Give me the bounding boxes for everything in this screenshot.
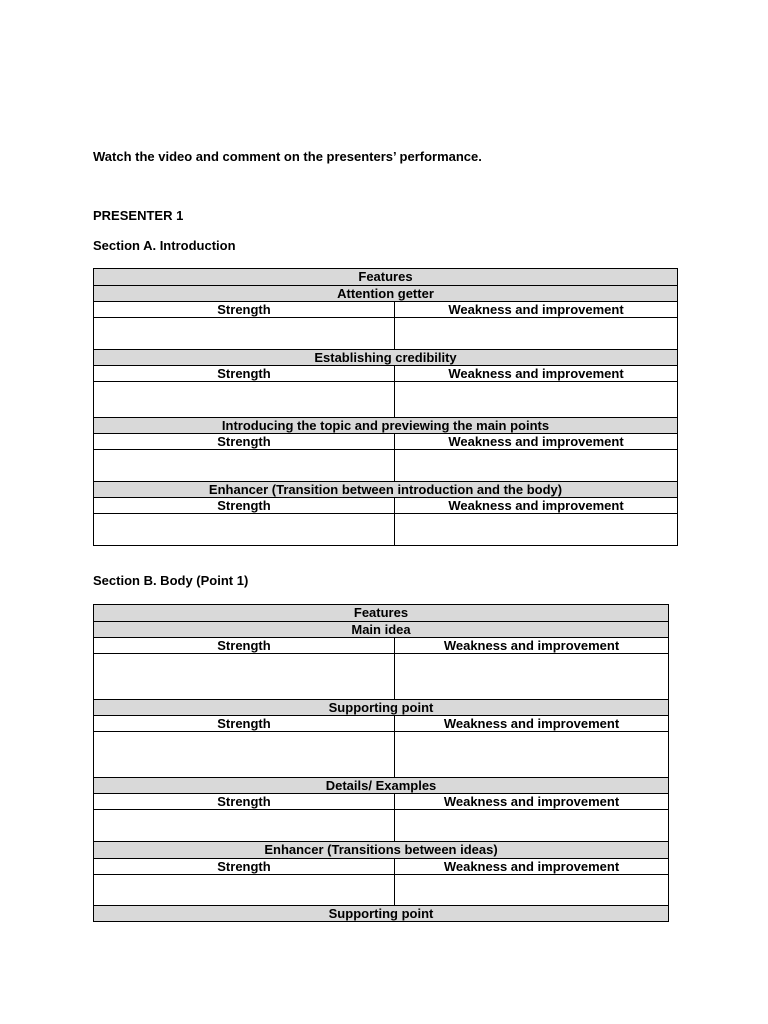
feature-label-supporting-point-2: Supporting point <box>94 906 669 922</box>
strength-header: Strength <box>94 716 395 732</box>
strength-comment-cell[interactable] <box>94 875 395 906</box>
weakness-header: Weakness and improvement <box>395 716 669 732</box>
strength-header: Strength <box>94 859 395 875</box>
section-a-title: Section A. Introduction <box>93 238 236 253</box>
weakness-header: Weakness and improvement <box>395 638 669 654</box>
table-row-comment <box>94 318 678 350</box>
section-a-table <box>93 268 678 546</box>
feature-label-enhancer-transitions: Enhancer (Transitions between ideas) <box>94 842 669 859</box>
table-row-feature <box>94 778 669 794</box>
feature-label-supporting-point: Supporting point <box>94 700 669 716</box>
table-row-comment <box>94 810 669 842</box>
weakness-comment-cell[interactable] <box>395 810 669 842</box>
strength-comment-cell[interactable] <box>94 514 395 546</box>
weakness-comment-cell[interactable] <box>395 382 678 418</box>
strength-header: Strength <box>94 794 395 810</box>
table-row-column-headers <box>94 716 669 732</box>
section-b-title: Section B. Body (Point 1) <box>93 573 249 588</box>
table-row-comment <box>94 875 669 906</box>
table-row-comment <box>94 654 669 700</box>
strength-comment-cell[interactable] <box>94 810 395 842</box>
strength-header: Strength <box>94 434 395 450</box>
table-row-column-headers <box>94 638 669 654</box>
table-row-comment <box>94 450 678 482</box>
weakness-header: Weakness and improvement <box>395 859 669 875</box>
table-row-feature <box>94 482 678 498</box>
table-row-column-headers <box>94 498 678 514</box>
table-row-features <box>94 605 669 622</box>
weakness-header: Weakness and improvement <box>395 794 669 810</box>
table-row-feature <box>94 906 669 922</box>
feature-label-main-idea: Main idea <box>94 622 669 638</box>
feature-label-establishing-credibility: Establishing credibility <box>94 350 678 366</box>
table-row-column-headers <box>94 302 678 318</box>
instruction-text: Watch the video and comment on the presenters’ performance. <box>93 149 482 164</box>
weakness-comment-cell[interactable] <box>395 514 678 546</box>
feature-label-details-examples: Details/ Examples <box>94 778 669 794</box>
weakness-comment-cell[interactable] <box>395 450 678 482</box>
table-row-comment <box>94 382 678 418</box>
strength-comment-cell[interactable] <box>94 318 395 350</box>
feature-label-attention-getter: Attention getter <box>94 286 678 302</box>
strength-header: Strength <box>94 498 395 514</box>
table-row-feature <box>94 622 669 638</box>
strength-header: Strength <box>94 638 395 654</box>
table-row-column-headers <box>94 366 678 382</box>
table-row-features <box>94 269 678 286</box>
table-row-feature <box>94 842 669 859</box>
table-row-comment <box>94 514 678 546</box>
section-b-table <box>93 604 669 922</box>
presenter-heading: PRESENTER 1 <box>93 208 184 223</box>
table-row-column-headers <box>94 434 678 450</box>
weakness-comment-cell[interactable] <box>395 732 669 778</box>
feature-label-introducing-topic: Introducing the topic and previewing the main points <box>94 418 678 434</box>
strength-comment-cell[interactable] <box>94 450 395 482</box>
weakness-header: Weakness and improvement <box>395 366 678 382</box>
weakness-header: Weakness and improvement <box>395 434 678 450</box>
strength-header: Strength <box>94 302 395 318</box>
table-row-feature <box>94 286 678 302</box>
table-row-comment <box>94 732 669 778</box>
features-header: Features <box>94 605 669 622</box>
feature-label-enhancer: Enhancer (Transition between introduction and the body) <box>94 482 678 498</box>
strength-comment-cell[interactable] <box>94 654 395 700</box>
strength-header: Strength <box>94 366 395 382</box>
table-row-feature <box>94 418 678 434</box>
weakness-comment-cell[interactable] <box>395 318 678 350</box>
table-row-column-headers <box>94 794 669 810</box>
features-header: Features <box>94 269 678 286</box>
table-row-feature <box>94 700 669 716</box>
weakness-comment-cell[interactable] <box>395 875 669 906</box>
table-row-feature <box>94 350 678 366</box>
strength-comment-cell[interactable] <box>94 732 395 778</box>
weakness-header: Weakness and improvement <box>395 302 678 318</box>
weakness-comment-cell[interactable] <box>395 654 669 700</box>
table-row-column-headers <box>94 859 669 875</box>
strength-comment-cell[interactable] <box>94 382 395 418</box>
weakness-header: Weakness and improvement <box>395 498 678 514</box>
